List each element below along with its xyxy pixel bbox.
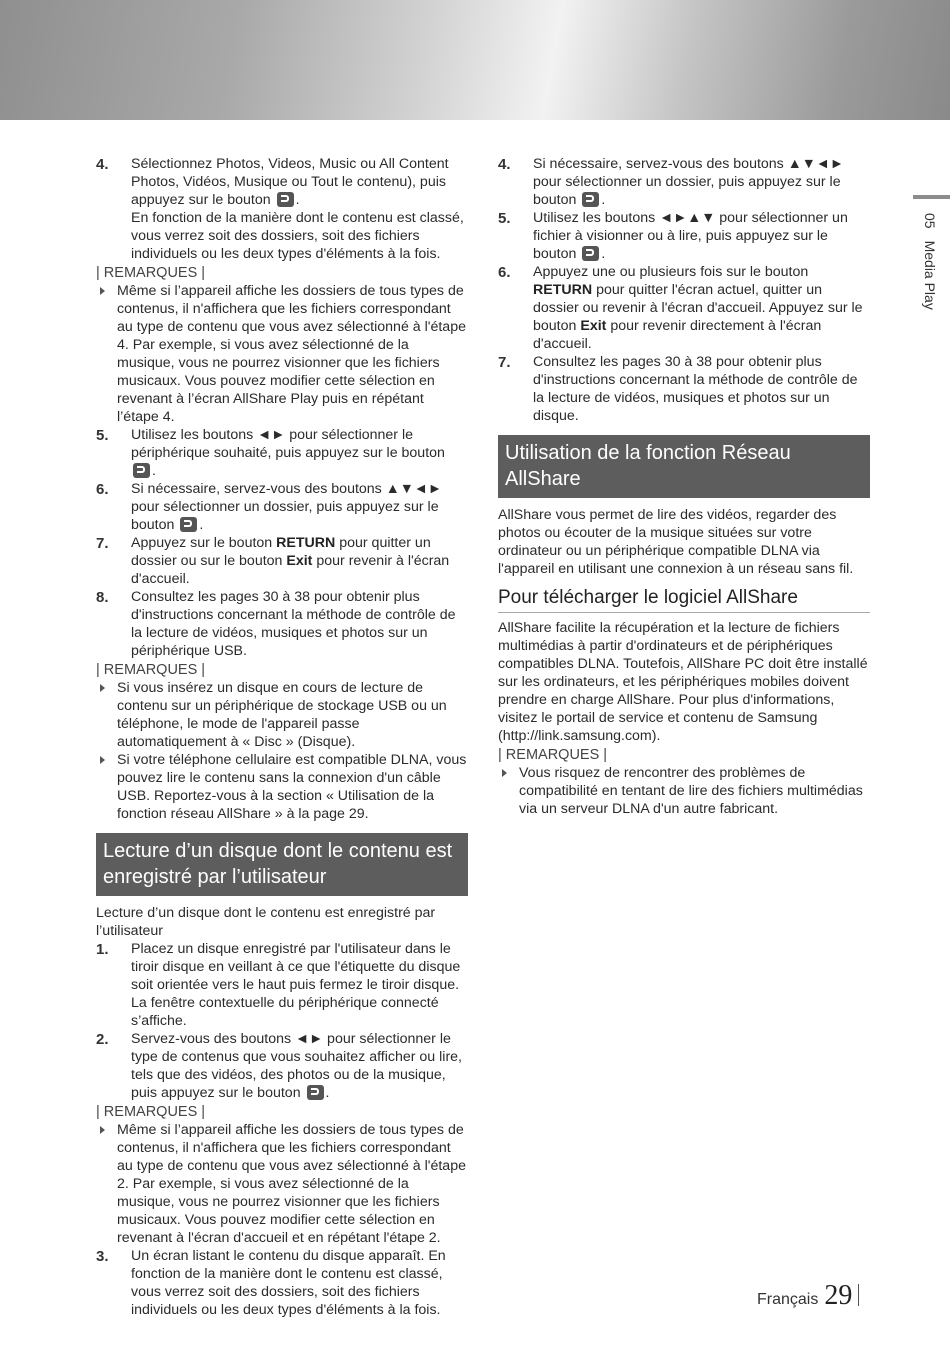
disc-step-3 [96,1247,468,1319]
exit-button-label: Exit [580,318,607,334]
step-number: 7. [498,354,511,371]
bullet-arrow-icon [100,1126,105,1134]
step-5: 5. Utilisez les boutons ◄►▲▼ pour sélectionner un fichier à visionner ou à lire, puis appuyez sur le bouton . [498,210,848,262]
remarks-heading: | REMARQUES | [96,662,206,678]
step-text: Servez-vous des boutons ◄► pour sélectionner le type de contenus que vous souhaitez afficher ou lire, tels que des vidéos, des photos ou de la musique, puis appuyez sur le bouton [131,1031,462,1101]
enter-icon [582,192,599,207]
bullet-arrow-icon [100,287,105,295]
enter-icon [277,192,294,207]
step-text-extra: En fonction de la manière dont le contenu est classé, vous verrez soit des dossiers, soit des fichiers individuels ou les deux types d'éléments à la fois. [131,210,464,262]
disc-step-2: 2. Servez-vous des boutons ◄► pour sélectionner le type de contenus que vous souhaitez afficher ou lire, tels que des vidéos, des photos ou de la musique, puis appuyez sur le bouton . [96,1031,462,1101]
step-6: 6. Si nécessaire, servez-vous des boutons ▲▼◄► pour sélectionner un dossier, puis appuyez sur le bouton . [96,481,442,533]
left-column [96,155,468,1319]
bullet-arrow-icon [100,684,105,692]
step-text: Placez un disque enregistré par l'utilisateur dans le tiroir disque en veillant à ce que l'étiquette du disque soit orientée vers le haut puis fermez le tiroir disque. La fenêtre contextuelle du périphérique connecté s’affiche. [131,941,461,1029]
enter-icon [307,1085,324,1100]
step-8 [96,588,468,660]
bullet-arrow-icon [100,756,105,764]
remark-item: Vous risquez de rencontrer des problèmes de compatibilité en tentant de lire des fichiers multimédias via un serveur DLNA d'un autre fabricant. [498,764,870,818]
bullet-arrow-icon [502,769,507,777]
step-7 [498,353,870,425]
step-number: 6. [96,481,109,498]
step-7: 7. Appuyez sur le bouton RETURN pour quitter un dossier ou sur le bouton Exit pour revenir à l'écran d'accueil. [96,535,450,587]
step-text: Sélectionnez Photos, Videos, Music ou All Content Photos, Vidéos, Musique ou Tout le contenu), puis appuyez sur le bouton [131,156,449,208]
chapter-label: Media Play [922,240,938,310]
section-heading: Utilisation de la fonction Réseau AllShare [498,435,870,498]
disc-step-1 [96,940,468,1030]
enter-icon [133,463,150,478]
step-number: 5. [498,210,511,227]
remark-item: Si vous insérez un disque en cours de lecture de contenu sur un périphérique de stockage USB ou un téléphone, le mode de l'appareil passe automatiquement à « Disc » (Disque). [96,679,468,751]
exit-button-label: Exit [286,553,313,569]
step-number: 8. [96,589,109,606]
remark-item: Même si l’appareil affiche les dossiers de tous types de contenus, il n'affichera que les fichiers correspondant au type de contenu que vous avez sélectionné à l'étape 4. Par exemple, si vous avez sélectionné de la musique, vous ne pourrez visionner que les fichiers musicaux. Vous pouvez modifier cette sélection en revenant à l’écran AllShare Play puis en répétant l’étape 4. [96,282,468,426]
step-6: 6. Appuyez une ou plusieurs fois sur le bouton RETURN pour quitter l'écran actuel, quitter un dossier ou revenir à l'écran d'accueil. Appuyez sur le bouton Exit pour revenir directement à l'écran d'accueil. [498,264,863,352]
remarks-heading: | REMARQUES | [498,747,608,763]
chapter-tab [913,195,950,345]
enter-icon [180,517,197,532]
subsection-heading: Pour télécharger le logiciel AllShare [498,586,870,613]
remarks-heading: | REMARQUES | [96,1104,206,1120]
step-5: 5. Utilisez les boutons ◄► pour sélectionner le périphérique souhaité, puis appuyez sur le bouton . [96,427,445,479]
remarks-heading: | REMARQUES | [96,265,206,281]
return-button-label: RETURN [533,282,593,298]
footer-language: Français [757,1291,819,1308]
step-number: 6. [498,264,511,281]
return-button-label: RETURN [276,535,336,551]
step-number: 7. [96,535,109,552]
section-intro: AllShare vous permet de lire des vidéos, regarder des photos ou écouter de la musique situées sur votre ordinateur ou un périphérique compatible DLNA via l'appareil en utilisant une connexion à un réseau sans fil. [498,507,854,577]
step-text: Consultez les pages 30 à 38 pour obtenir plus d'instructions concernant la méthode de contrôle de la lecture de vidéos, musiques et photos sur un disque. [533,354,858,424]
step-text: Si nécessaire, servez-vous des boutons ▲▼◄► pour sélectionner un dossier, puis appuyez sur le bouton [131,481,442,533]
footer-divider [858,1284,859,1306]
step-text: Utilisez les boutons ◄►▲▼ pour sélectionner un fichier à visionner ou à lire, puis appuyez sur le bouton [533,210,848,262]
section-heading: Lecture d’un disque dont le contenu est enregistré par l’utilisateur [96,833,468,896]
step-number: 2. [96,1031,109,1048]
section-intro: Lecture d’un disque dont le contenu est enregistré par l’utilisateur [96,905,436,939]
step-4: 4. Sélectionnez Photos, Videos, Music ou All Content Photos, Vidéos, Musique ou Tout le contenu), puis appuyez sur le bouton . En fonction de la manière dont le contenu est classé, vous verrez soit des dossiers, soit des fichiers individuels ou les deux types d'éléments à la fois. [96,156,464,262]
remark-item: Même si l’appareil affiche les dossiers de tous types de contenus, il n'affichera que les fichiers correspondant au type de contenu que vous avez sélectionné à l'étape 2. Par exemple, si vous avez sélectionné de la musique, vous ne pourrez visionner que les fichiers musicaux. Vous pouvez modifier cette sélection en revenant à l'écran d'accueil et en répétant l'étape 2. [96,1121,468,1247]
subsection-body: AllShare facilite la récupération et la lecture de fichiers multimédias à partir d'ordinateurs et de périphériques compatibles DLNA. Toutefois, AllShare PC doit être installé sur les ordinateurs, et les périphériques mobiles doivent prendre en charge AllShare. Pour plus d'informations, visitez le portail de service et contenu de Samsung (http://link.samsung.com). [498,620,868,744]
remark-item: Si votre téléphone cellulaire est compatible DLNA, vous pouvez lire le contenu sans la connexion d'un câble USB. Reportez-vous à la section « Utilisation de la fonction réseau AllShare » à la page 29. [96,751,468,823]
right-column [498,155,870,818]
step-text: Un écran listant le contenu du disque apparaît. En fonction de la manière dont le contenu est classé, vous verrez soit des dossiers, soit des fichiers individuels ou les deux types d'éléments à la fois. [131,1248,446,1318]
step-number: 1. [96,941,109,958]
page-number: 29 [824,1280,853,1311]
step-number: 4. [498,156,511,173]
step-number: 5. [96,427,109,444]
chapter-number: 05 [922,213,938,229]
step-number: 3. [96,1248,109,1265]
step-text: Si nécessaire, servez-vous des boutons ▲▼◄► pour sélectionner un dossier, puis appuyez sur le bouton [533,156,844,208]
enter-icon [582,246,599,261]
step-text: Utilisez les boutons ◄► pour sélectionner le périphérique souhaité, puis appuyez sur le bouton [131,427,445,461]
header-banner [0,0,950,120]
page-footer [757,1280,859,1311]
step-text: Consultez les pages 30 à 38 pour obtenir plus d'instructions concernant la méthode de contrôle de la lecture de vidéos, musiques et photos sur un périphérique USB. [131,589,456,659]
step-number: 4. [96,156,109,173]
step-4: 4. Si nécessaire, servez-vous des boutons ▲▼◄► pour sélectionner un dossier, puis appuyez sur le bouton . [498,156,844,208]
